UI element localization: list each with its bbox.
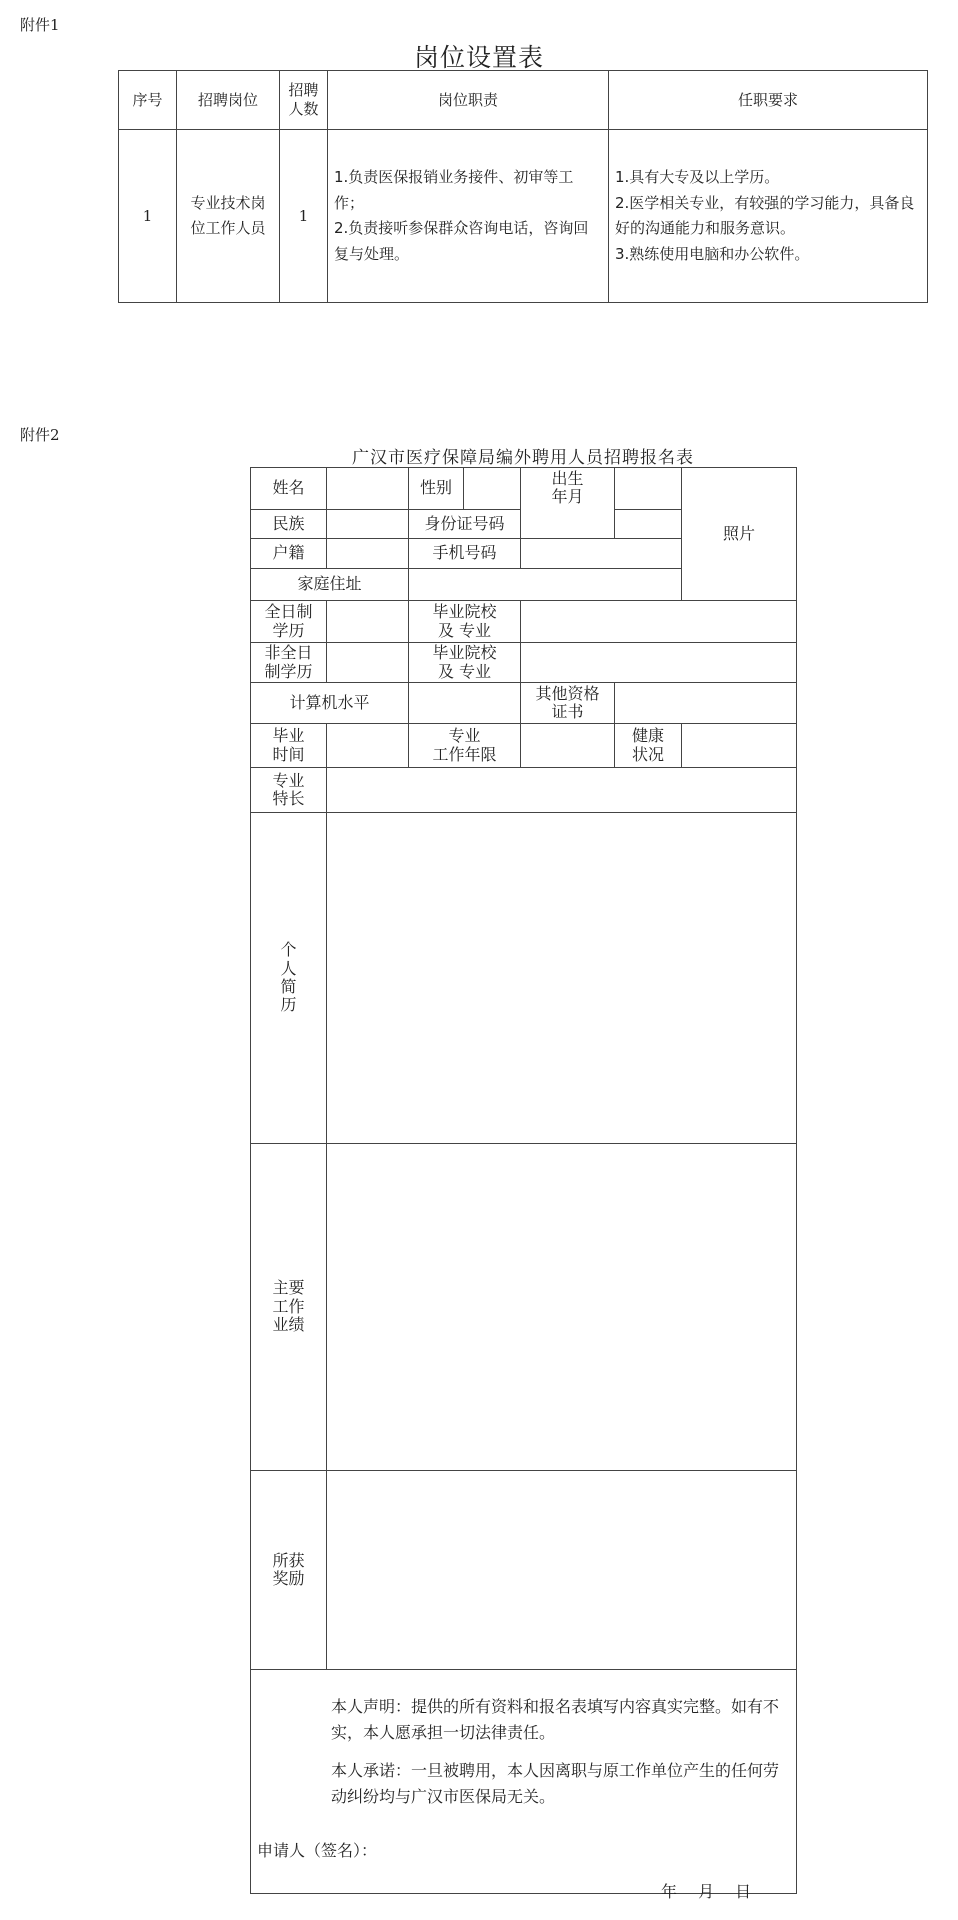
input-name[interactable] — [327, 468, 409, 510]
label-id-number: 身份证号码 — [409, 510, 521, 539]
label-resume-char: 历 — [280, 995, 297, 1015]
input-health[interactable] — [682, 724, 797, 768]
label-birth-line1: 出生 — [551, 469, 584, 488]
label-fulltime-edu — [251, 601, 327, 643]
label-computer: 计算机水平 — [251, 683, 409, 724]
input-fulltime-edu[interactable] — [327, 601, 409, 643]
input-work-years[interactable] — [521, 724, 615, 768]
label-other-cert-line2: 证书 — [551, 702, 584, 721]
label-phone: 手机号码 — [409, 539, 521, 569]
label-fulltime-edu-line1: 全日制 — [264, 602, 313, 622]
label-work-years-line2: 工作年限 — [432, 744, 497, 764]
label-parttime-edu — [251, 643, 327, 683]
label-name: 姓名 — [251, 468, 327, 510]
label-parttime-edu-line1: 非全日 — [264, 643, 313, 663]
label-household: 户籍 — [251, 539, 327, 569]
label-resume — [251, 813, 327, 1144]
label-parttime-school — [409, 643, 521, 683]
label-awards — [251, 1471, 327, 1670]
input-birth[interactable] — [615, 468, 682, 510]
label-health-line2: 状况 — [631, 744, 664, 764]
requirement-item: 3.熟练使用电脑和办公软件。 — [615, 244, 810, 263]
label-fulltime-school — [409, 601, 521, 643]
requirement-item: 1.具有大专及以上学历。 — [615, 168, 780, 186]
label-school-line1: 毕业院校 — [432, 602, 497, 622]
registration-form-title: 广汉市医疗保障局编外聘用人员招聘报名表 — [352, 448, 694, 468]
label-awards-line: 奖励 — [272, 1569, 305, 1588]
label-gender: 性别 — [409, 468, 464, 510]
input-household[interactable] — [327, 539, 409, 569]
label-awards-line: 所获 — [272, 1550, 305, 1570]
label-health-line1: 健康 — [631, 726, 664, 746]
label-address: 家庭住址 — [251, 569, 409, 601]
duty-item: 1.负责医保报销业务接件、初审等工作； — [334, 168, 574, 212]
label-health — [615, 724, 682, 768]
label-school-line2: 及 专业 — [437, 661, 492, 681]
label-fulltime-edu-line2: 学历 — [272, 620, 305, 640]
input-gender[interactable] — [464, 468, 521, 510]
header-duties: 岗位职责 — [328, 71, 609, 130]
label-parttime-edu-line2: 制学历 — [264, 661, 313, 681]
label-resume-char: 人 — [280, 958, 297, 978]
label-grad-time — [251, 724, 327, 768]
input-ethnicity[interactable] — [327, 510, 409, 539]
input-parttime-edu[interactable] — [327, 643, 409, 683]
duty-item: 2.负责接听参保群众咨询电话，咨询回复与处理。 — [334, 219, 589, 263]
input-computer[interactable] — [409, 683, 521, 724]
input-awards[interactable] — [327, 1471, 797, 1670]
label-other-cert-line1: 其他资格 — [535, 683, 600, 703]
cell-count: 1 — [280, 130, 328, 303]
input-fulltime-school[interactable] — [521, 601, 797, 643]
label-grad-time-line1: 毕业 — [272, 726, 305, 746]
annex-1-label: 附件1 — [20, 16, 60, 34]
input-specialty[interactable] — [327, 768, 797, 813]
label-achievements-line: 工作 — [272, 1296, 305, 1316]
date-label: 年 月 日 — [661, 1882, 760, 1901]
input-phone[interactable] — [521, 539, 682, 569]
header-position: 招聘岗位 — [177, 71, 280, 130]
label-achievements — [251, 1144, 327, 1471]
label-work-years — [409, 724, 521, 768]
input-resume[interactable] — [327, 813, 797, 1144]
label-specialty — [251, 768, 327, 813]
label-school-line2: 及 专业 — [437, 620, 492, 640]
label-school-line1: 毕业院校 — [432, 643, 497, 663]
header-requirements: 任职要求 — [609, 71, 928, 130]
photo-box[interactable]: 照片 — [682, 468, 797, 601]
annex-2-label: 附件2 — [20, 426, 60, 444]
requirement-item: 2.医学相关专业，有较强的学习能力，具备良好的沟通能力和服务意识。 — [615, 193, 915, 237]
input-id-number[interactable] — [615, 510, 682, 539]
input-address[interactable] — [409, 569, 682, 601]
signature-label: 申请人（签名）： — [257, 1841, 378, 1860]
table-header-row — [119, 71, 928, 130]
declaration-box — [251, 1670, 797, 1901]
header-count-line1: 招聘 — [288, 81, 319, 100]
label-other-cert — [521, 683, 615, 724]
cell-index: 1 — [119, 130, 177, 303]
header-count — [280, 71, 328, 130]
label-resume-char: 简 — [280, 977, 297, 996]
input-other-cert[interactable] — [615, 683, 797, 724]
cell-requirements — [609, 130, 928, 303]
cell-duties — [328, 130, 609, 303]
label-specialty-line2: 特长 — [272, 789, 305, 808]
job-table-title: 岗位设置表 — [413, 43, 544, 72]
input-grad-time[interactable] — [327, 724, 409, 768]
header-index: 序号 — [119, 71, 177, 130]
registration-form — [250, 467, 797, 1901]
label-ethnicity: 民族 — [251, 510, 327, 539]
input-parttime-school[interactable] — [521, 643, 797, 683]
job-setting-table — [118, 70, 928, 303]
label-birth — [521, 468, 615, 539]
table-row — [119, 130, 928, 303]
label-grad-time-line2: 时间 — [272, 744, 305, 764]
commitment-text: 本人承诺：一旦被聘用，本人因离职与原工作单位产生的任何劳动纠纷均与广汉市医保局无关。 — [331, 1761, 780, 1807]
label-achievements-line: 主要 — [272, 1278, 305, 1298]
input-achievements[interactable] — [327, 1144, 797, 1471]
header-count-line2: 人数 — [288, 100, 319, 118]
label-resume-char: 个 — [280, 940, 297, 960]
label-work-years-line1: 专业 — [448, 726, 481, 746]
cell-position: 专业技术岗位工作人员 — [177, 130, 280, 303]
label-specialty-line1: 专业 — [272, 770, 305, 790]
label-achievements-line: 业绩 — [272, 1315, 305, 1335]
label-birth-line2: 年月 — [551, 487, 584, 507]
declaration-text: 本人声明：提供的所有资料和报名表填写内容真实完整。如有不实，本人愿承担一切法律责任。 — [331, 1697, 780, 1743]
